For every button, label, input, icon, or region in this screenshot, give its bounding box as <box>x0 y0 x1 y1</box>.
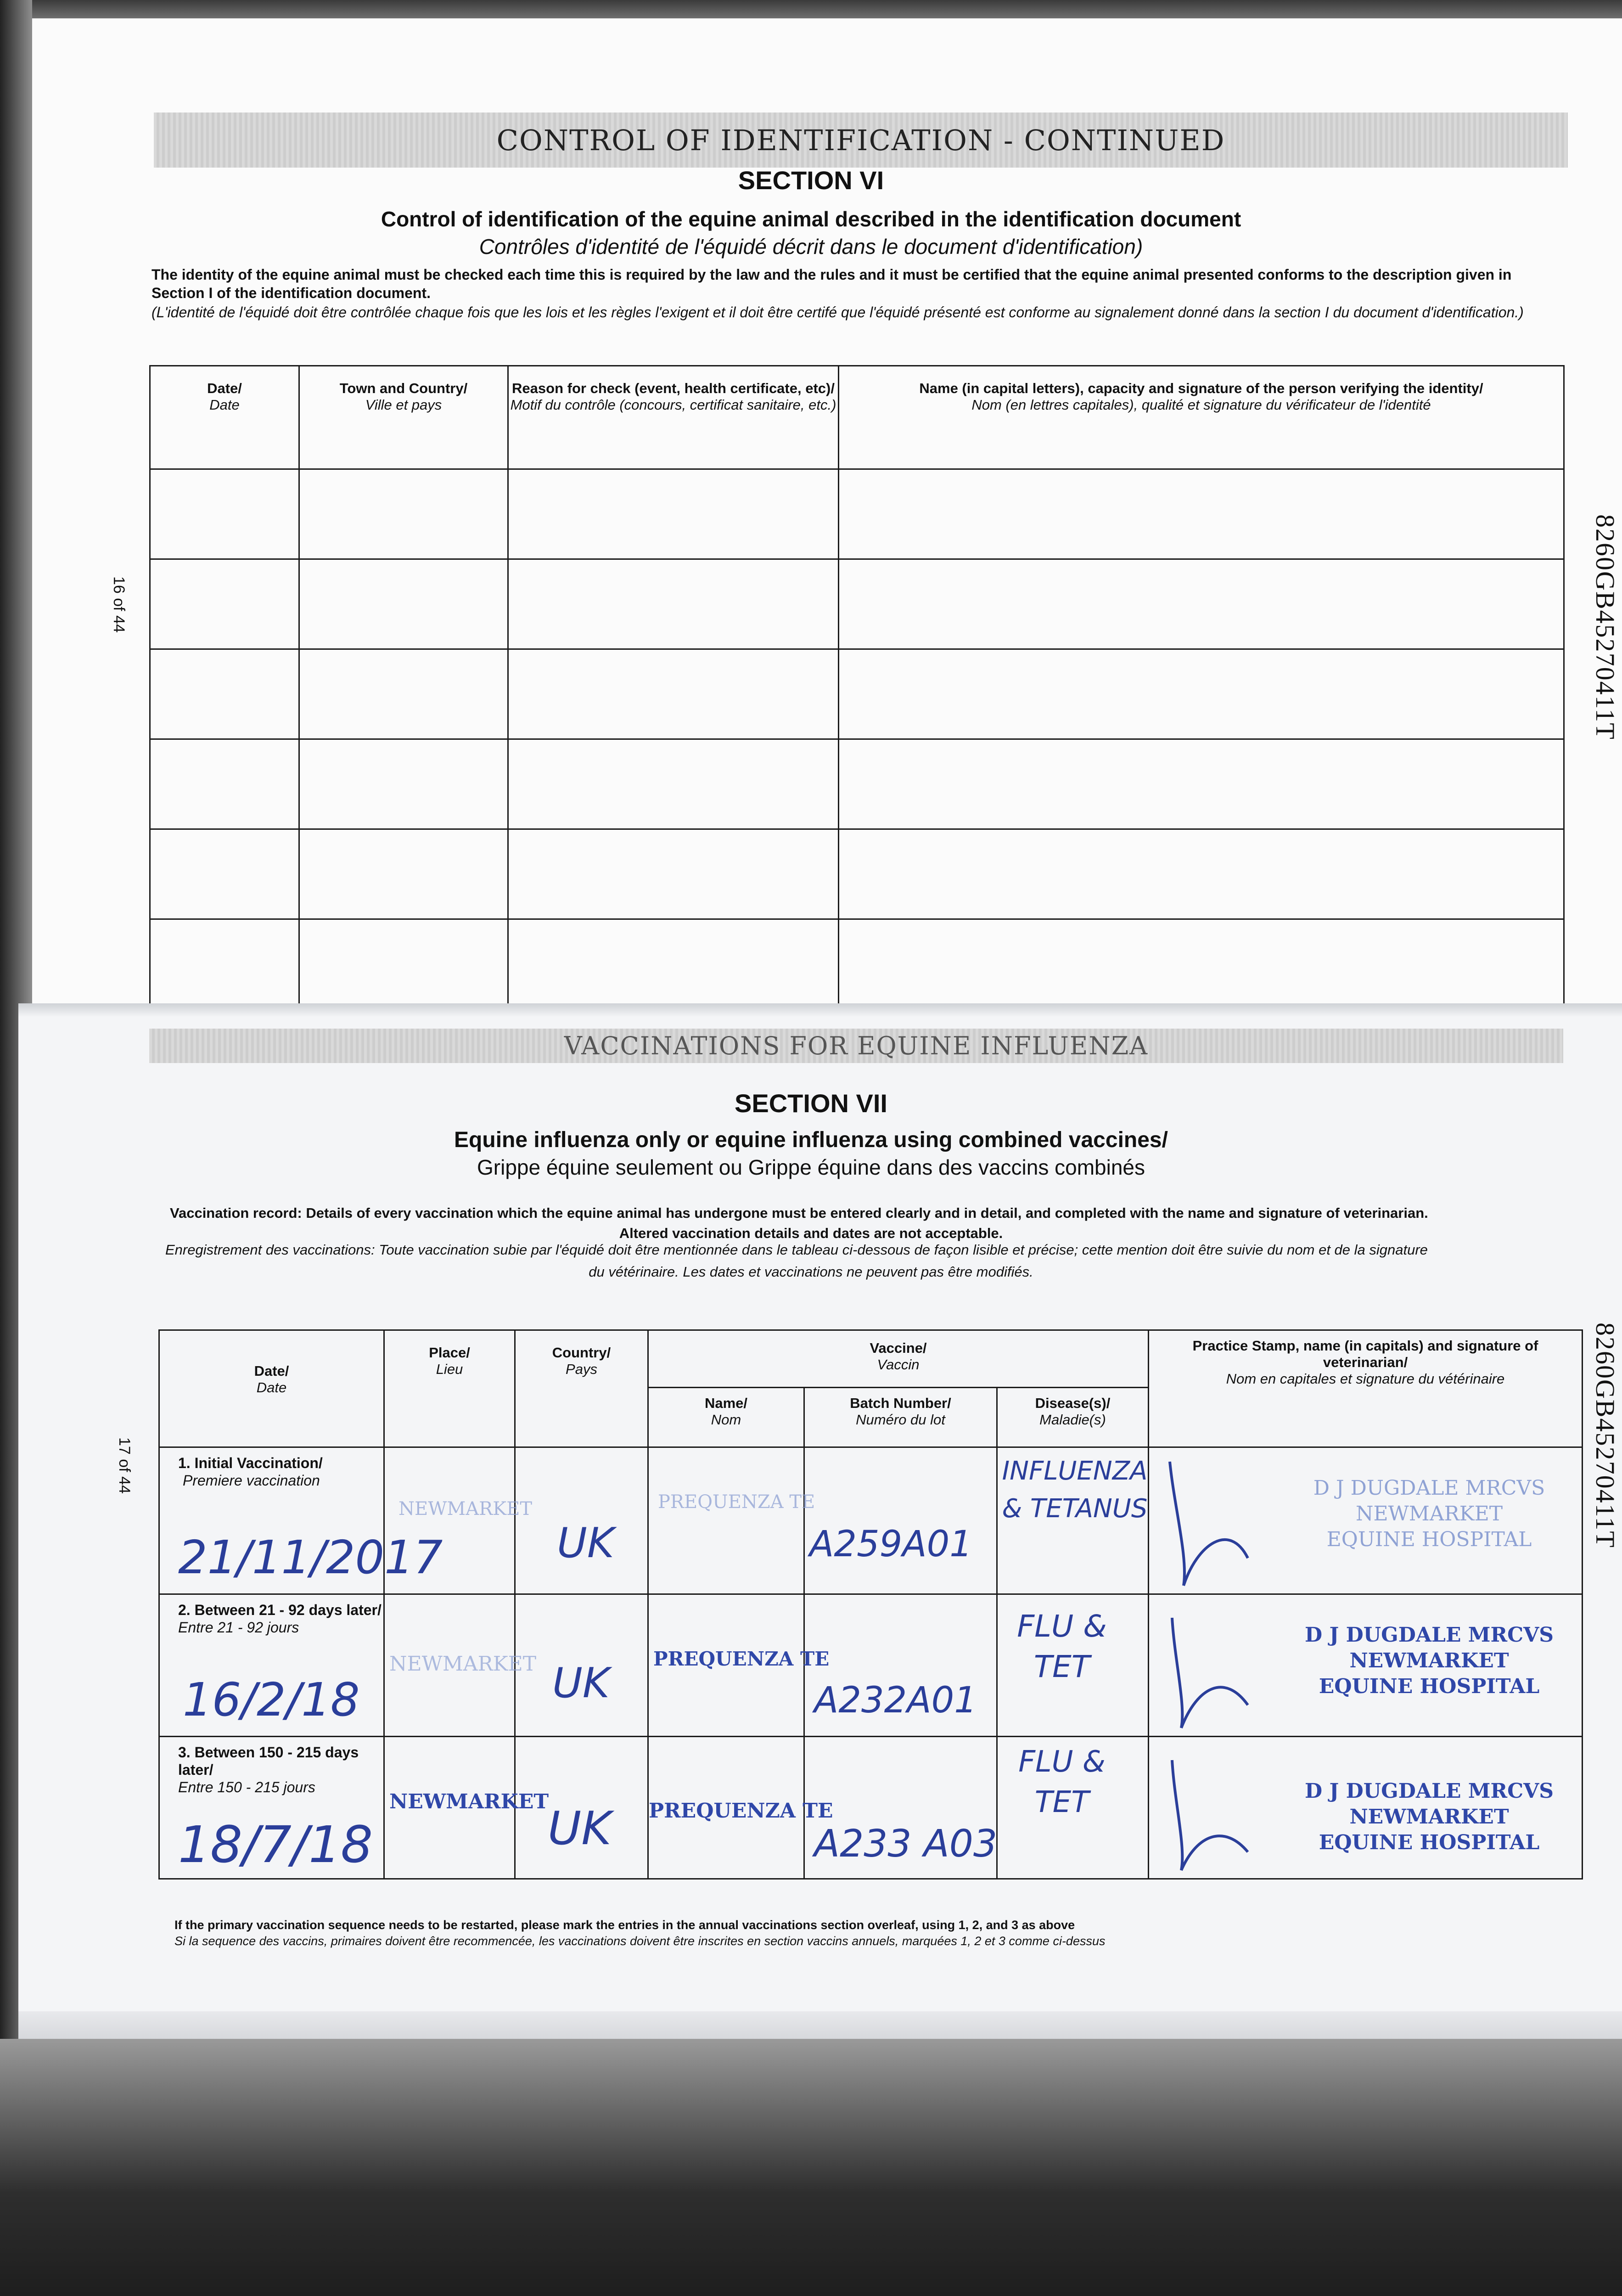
vet-stamp-1: D J DUGDALE MRCVS NEWMARKET EQUINE HOSPITAL <box>1313 1476 1545 1551</box>
section-vii-subtitle-en: Equine influenza only or equine influenza using combined vaccines/ <box>454 1128 1168 1152</box>
vacc-row1-date-cell <box>159 1447 443 1594</box>
vacc-row3-country: UK <box>548 1801 612 1855</box>
vacc-row3-stamp-cell <box>1149 1737 1583 1879</box>
vacc-row2-label: 2. Between 21 - 92 days later/ Entre 21 - 92 jours <box>178 1602 382 1636</box>
vacc-row3-batch: A233 A03 <box>814 1822 998 1866</box>
scan-background-bottom <box>0 2039 1622 2296</box>
vacc-row3-date: 18/7/18 <box>178 1815 373 1874</box>
page-number-17: 17 of 44 <box>116 1437 133 1494</box>
vacc-row2-date: 16/2/18 <box>183 1673 360 1727</box>
section-vi-banner: CONTROL OF IDENTIFICATION - CONTINUED <box>154 113 1568 168</box>
vacc-row3-date-cell <box>159 1737 384 1879</box>
vacc-header-place: Place/ Lieu <box>384 1330 515 1447</box>
page-number-16: 16 of 44 <box>110 576 128 633</box>
vacc-header-date: Date/ Date <box>159 1330 384 1447</box>
vacc-row2-place-cell <box>384 1594 537 1737</box>
vacc-row3-batch-cell <box>804 1737 997 1879</box>
header-reason: Reason for check (event, health certificate, etc)/ Motif du contrôle (concours, certificat sanitaire, etc.) <box>508 366 839 469</box>
vacc-row2-disease: FLU & TET <box>1017 1609 1107 1684</box>
vacc-header-vaccine: Vaccine/ Vaccin <box>648 1330 1149 1388</box>
vacc-row2-batch-cell <box>804 1594 997 1737</box>
vacc-row1-place: NEWMARKET <box>398 1498 533 1519</box>
vacc-row3-place-cell <box>384 1737 549 1879</box>
vacc-row1-disease: INFLUENZA & TETANUS <box>1002 1456 1148 1524</box>
vacc-row3-disease: FLU & TET <box>1018 1745 1106 1819</box>
vacc-row3-label: 3. Between 150 - 215 days later/ Entre 150 - 215 jours <box>178 1744 359 1795</box>
section-vi-subtitle-fr: Contrôles d'identité de l'équidé décrit dans le document d'identification) <box>479 235 1143 259</box>
vaccination-row-3 <box>159 1737 1583 1879</box>
vacc-row1-batch-cell <box>804 1447 997 1594</box>
vacc-header-batch: Batch Number/ Numéro du lot <box>804 1388 997 1447</box>
table-row <box>150 469 1564 559</box>
vaccination-header-row-1 <box>159 1330 1583 1388</box>
vacc-row1-name-cell <box>648 1447 815 1594</box>
section-vii-title: SECTION VII <box>735 1089 887 1118</box>
vet-stamp-3: D J DUGDALE MRCVS NEWMARKET EQUINE HOSPITAL <box>1305 1779 1554 1854</box>
vacc-row2-country: UK <box>552 1659 610 1707</box>
vacc-header-name: Name/ Nom <box>648 1388 804 1447</box>
header-verifier: Name (in capital letters), capacity and signature of the person verifying the identity/ Nom (en lettres capitales), qualité et signature du vérificateur de l'identité <box>839 366 1564 469</box>
table-row <box>150 739 1564 829</box>
vacc-row3-vaccine-name: PREQUENZA TE <box>649 1799 833 1823</box>
vacc-row1-country-cell <box>515 1447 648 1594</box>
vet-signature-1 <box>1156 1452 1262 1590</box>
vacc-row2-batch: A232A01 <box>814 1680 977 1721</box>
vaccination-row-2 <box>159 1594 1583 1737</box>
identification-check-table <box>149 365 1565 1005</box>
section-vii-instructions-en: Vaccination record: Details of every vaccination which the equine animal has undergone must be entered clearly and in detail, and completed with the name and signature of veterinarian. <box>170 1205 1428 1221</box>
section-vi-subtitle-en: Control of identification of the equine animal described in the identification document <box>381 207 1241 231</box>
vacc-row2-date-cell <box>159 1594 384 1737</box>
vet-stamp-2: D J DUGDALE MRCVS NEWMARKET EQUINE HOSPITAL <box>1305 1623 1554 1698</box>
header-town-country: Town and Country/ Ville et pays <box>299 366 508 469</box>
vacc-row3-place: NEWMARKET <box>389 1790 549 1813</box>
vacc-row1-country: UK <box>557 1519 614 1567</box>
restart-note-en: If the primary vaccination sequence needs to be restarted, please mark the entries in the annual vaccinations section overleaf, using 1, 2, and 3 as above <box>174 1918 1075 1932</box>
section-vii-subtitle-fr: Grippe équine seulement ou Grippe équine dans des vaccins combinés <box>477 1155 1145 1179</box>
vacc-header-stamp: Practice Stamp, name (in capitals) and signature of veterinarian/ Nom en capitales et signature du vétérinaire <box>1149 1330 1583 1447</box>
vacc-row1-vaccine-name: PREQUENZA TE <box>658 1491 815 1513</box>
passport-code-page17: 8260GB45270411T <box>1590 1322 1620 1548</box>
section-vi-instructions-fr: (L'identité de l'équidé doit être contrôlée chaque fois que les lois et les règles l'exigent et il doit être certifé que l'équidé présenté est conforme au signalement donné dans la section I du document d'identification.) <box>152 304 1524 321</box>
table-row <box>150 649 1564 739</box>
vacc-row1-stamp-cell <box>1149 1447 1583 1594</box>
vacc-row3-name-cell <box>648 1737 833 1879</box>
section-vi-title: SECTION VI <box>738 166 884 195</box>
vacc-row1-label: 1. Initial Vaccination/ Premiere vaccination <box>178 1455 323 1489</box>
section-vi-instructions-en: The identity of the equine animal must be checked each time this is required by the law and the rules and it must be certified that the equine animal presented conforms to the description given in Section I of the identification document. <box>152 266 1512 301</box>
vacc-row2-stamp-cell <box>1149 1594 1583 1737</box>
section-vii-instructions-fr: Enregistrement des vaccinations: Toute vaccination subie par l'équidé doit être mentionnée dans le tableau ci-dessous de façon lisible et précise; cette mention doit être suivie du nom et de la signature <box>165 1242 1428 1258</box>
vacc-row1-batch: A259A01 <box>809 1524 972 1565</box>
section-vii-instructions-fr-2: du vétérinaire. Les dates et vaccinations ne peuvent pas être modifiés. <box>589 1264 1033 1280</box>
vacc-row2-name-cell <box>648 1594 830 1737</box>
table-header-row <box>150 366 1564 469</box>
vacc-row3-disease-cell <box>997 1737 1149 1879</box>
passport-code-page16: 8260GB45270411T <box>1590 514 1620 740</box>
vet-signature-2 <box>1156 1604 1262 1733</box>
vacc-header-disease: Disease(s)/ Maladie(s) <box>997 1388 1149 1447</box>
section-vii-instructions-en-2: Altered vaccination details and dates are not acceptable. <box>619 1225 1003 1241</box>
sheet-edge-shadow <box>18 1003 1622 1017</box>
vacc-row1-disease-cell <box>997 1447 1149 1594</box>
header-date: Date/ Date <box>150 366 299 469</box>
vaccination-table <box>158 1329 1583 1880</box>
restart-note-fr: Si la sequence des vaccins, primaires doivent être recommencée, les vaccinations doivent être inscrites en section vaccins annuels, marquées 1, 2 et 3 comme ci-dessus <box>174 1934 1106 1948</box>
section-vii-banner: VACCINATIONS FOR EQUINE INFLUENZA <box>149 1029 1563 1063</box>
vaccination-row-1 <box>159 1447 1583 1594</box>
table-row <box>150 919 1564 1004</box>
vacc-row2-vaccine-name: PREQUENZA TE <box>653 1648 830 1670</box>
vacc-row2-disease-cell <box>997 1594 1149 1737</box>
vacc-row2-place: NEWMARKET <box>389 1652 537 1676</box>
vacc-header-country: Country/ Pays <box>515 1330 648 1447</box>
vet-signature-3 <box>1156 1746 1262 1875</box>
table-row <box>150 829 1564 919</box>
vacc-row1-date: 21/11/2017 <box>178 1531 443 1584</box>
table-row <box>150 559 1564 649</box>
